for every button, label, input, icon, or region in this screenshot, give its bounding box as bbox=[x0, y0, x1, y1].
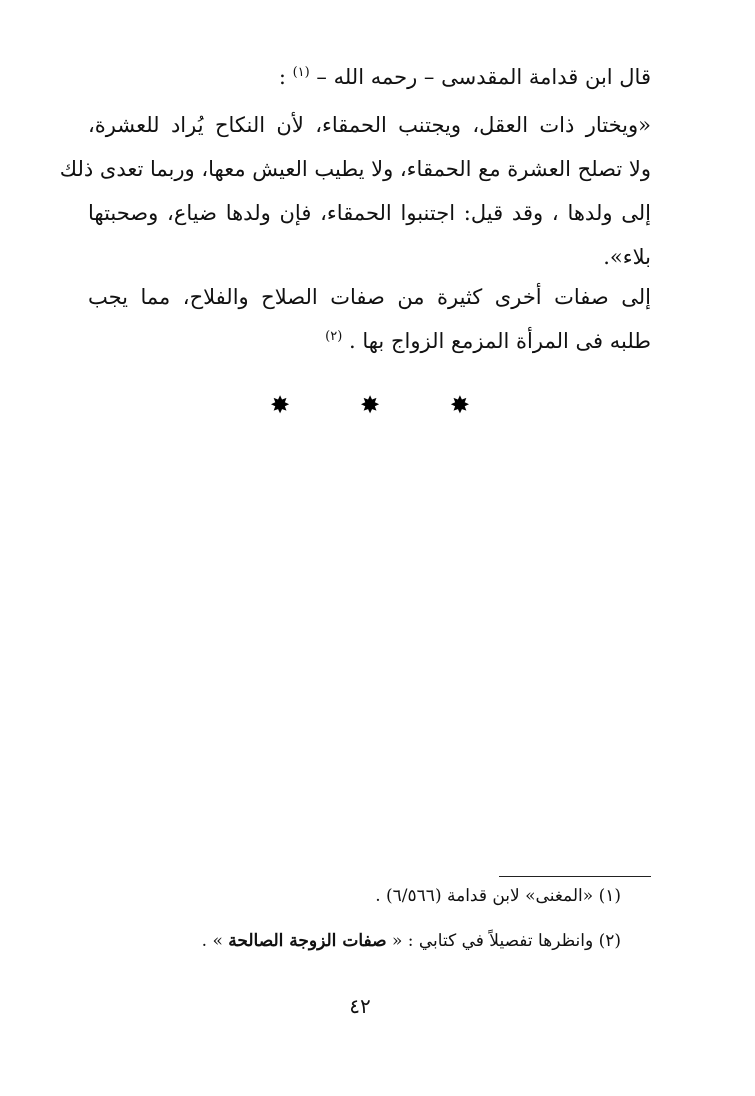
star-ornament-icon: ✸ bbox=[449, 391, 470, 419]
paragraph-line-2 bbox=[325, 326, 651, 356]
quote-line-2: ولا تصلح العشرة مع الحمقاء، ولا يطيب العيش معها، وربما تعدى ذلك bbox=[59, 157, 651, 181]
intro-colon: : bbox=[278, 65, 286, 89]
star-ornament-icon: ✸ bbox=[270, 391, 291, 419]
footnote-ref-1[interactable]: (١) bbox=[292, 65, 310, 80]
footnote-2 bbox=[202, 928, 621, 954]
footnote-ref-2[interactable]: (٢) bbox=[325, 329, 343, 344]
footnote-divider bbox=[499, 876, 651, 877]
footnote-2-prefix: (٢) وانظرها تفصيلاً في كتابي : « bbox=[391, 931, 621, 951]
quote-line-4: بلاء». bbox=[603, 245, 651, 269]
footnote-2-book-title: صفات الزوجة الصالحة bbox=[228, 931, 387, 951]
paragraph-line-2-text: طلبه فى المرأة المزمع الزواج بها . bbox=[349, 329, 651, 353]
section-separator bbox=[270, 392, 470, 418]
footnote-1: (١) «المغنى» لابن قدامة (٦/٥٦٦) . bbox=[375, 886, 621, 906]
quote-line-1: «ويختار ذات العقل، ويجتنب الحمقاء، لأن النكاح يُراد للعشرة، bbox=[88, 113, 651, 137]
intro-line bbox=[279, 62, 651, 92]
star-ornament-icon: ✸ bbox=[359, 391, 381, 419]
page-number: ٤٢ bbox=[349, 994, 371, 1018]
footnote-2-suffix: » . bbox=[201, 931, 223, 951]
paragraph-line-1: إلى صفات أخرى كثيرة من صفات الصلاح والفلاح، مما يجب bbox=[88, 285, 651, 309]
intro-text: قال ابن قدامة المقدسى – رحمه الله – bbox=[316, 65, 651, 89]
quote-line-3: إلى ولدها ، وقد قيل: اجتنبوا الحمقاء، فإن ولدها ضياع، وصحبتها bbox=[88, 201, 651, 225]
